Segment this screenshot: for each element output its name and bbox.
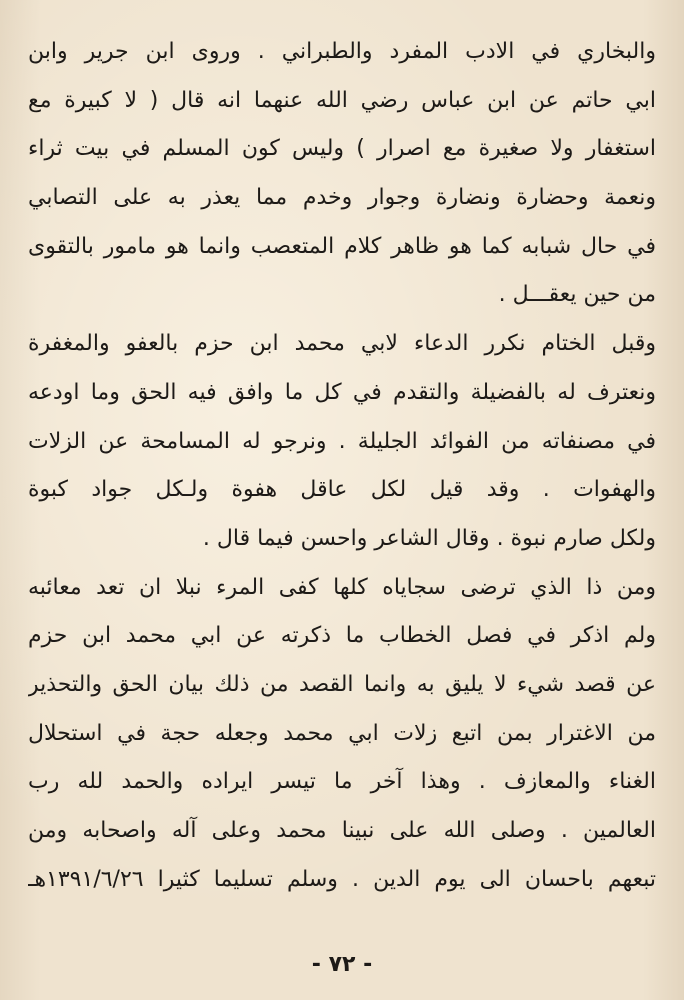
text-line: والبخاري في الادب المفرد والطبراني . وروى ابن جرير وابن [28, 39, 656, 64]
text-line: في مصنفاته من الفوائد الجليلة . ونرجو له المسامحة عن الزلات [28, 428, 656, 454]
text-line: العالمين . وصلى الله على نبينا محمد وعلى آله واصحابه ومن [28, 818, 656, 843]
text-line: من حين يعقـــل . [498, 282, 656, 308]
text-line: ونعترف له بالفضيلة والتقدم في كل ما وافق فيه الحق وما اودعه [28, 379, 656, 405]
body-text [28, 28, 656, 904]
text-line: والهفوات . وقد قيل لكل عاقل هفوة ولـكل جواد كبوة [28, 477, 656, 503]
text-line: ونعمة وحضارة ونضارة وجوار وخدم مما يعذر به على التصابي [28, 185, 656, 211]
text-line: تبعهم باحسان الى يوم الدين . وسلم تسليما كثيرا ١٣٩١/٦/٢٦هـ [28, 866, 656, 892]
text-line: استغفار ولا صغيرة مع اصرار ) وليس كون المسلم في بيت ثراء [28, 136, 656, 162]
text-line: في حال شبابه كما هو ظاهر كلام المتعصب وانما هو مامور بالتقوى [28, 233, 656, 259]
text-line: ابي حاتم عن ابن عباس رضي الله عنهما انه قال ( لا كبيرة مع [28, 87, 656, 113]
text-line: من الاغترار بمن اتبع زلات ابي محمد وجعله حجة في استحلال [28, 720, 656, 746]
text-line: الغناء والمعازف . وهذا آخر ما تيسر ايراده والحمد لله رب [28, 769, 656, 795]
page-number: - ٧٢ - [311, 952, 373, 977]
text-line: وقبل الختام نكرر الدعاء لابي محمد ابن حزم بالعفو والمغفرة [28, 331, 656, 357]
text-line: ولكل صارم نبوة . وقال الشاعر واحسن فيما قال . [202, 525, 656, 551]
poetry-verse: ومن ذا الذي ترضى سجاياه كلها كفى المرء نبلا ان تعد معائبه [28, 574, 656, 600]
text-line: ولم اذكر في فصل الخطاب ما ذكرته عن ابي محمد ابن حزم [28, 623, 656, 649]
text-line: عن قصد شيء لا يليق به وانما القصد من ذلك بيان الحق والتحذير [28, 671, 656, 697]
